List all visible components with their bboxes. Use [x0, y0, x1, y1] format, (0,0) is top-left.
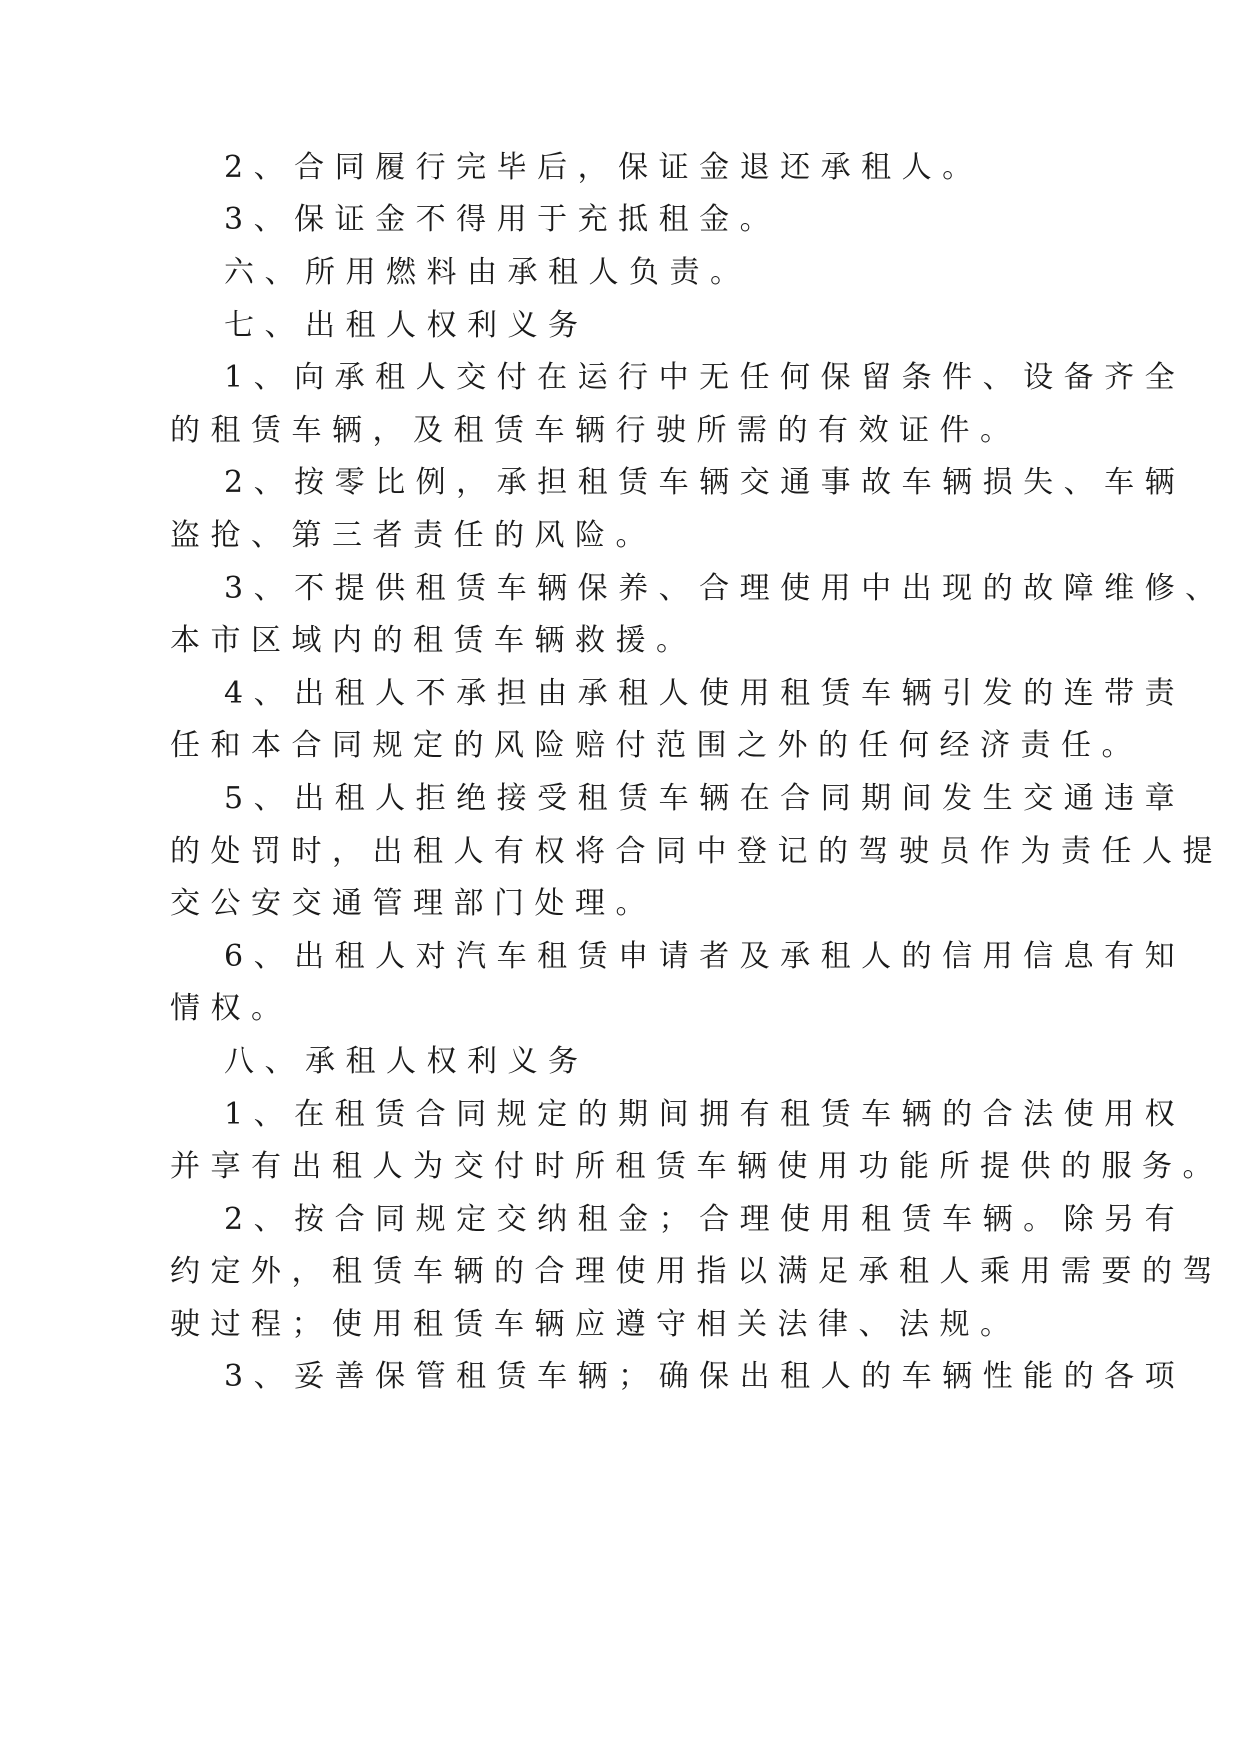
text-line: 3、妥善保管租赁车辆；确保出租人的车辆性能的各项	[224, 1359, 1186, 1394]
text-line: 3、保证金不得用于充抵租金。	[224, 202, 781, 237]
text-line: 交公安交通管理部门处理。	[170, 886, 656, 921]
text-line: 驶过程；使用租赁车辆应遵守相关法律、法规。	[170, 1307, 1021, 1342]
text-line: 3、不提供租赁车辆保养、合理使用中出现的故障维修、	[224, 571, 1226, 606]
section-heading: 八、承租人权利义务	[224, 1044, 589, 1079]
text-line: 的租赁车辆，及租赁车辆行驶所需的有效证件。	[170, 413, 1021, 448]
text-line: 任和本合同规定的风险赔付范围之外的任何经济责任。	[170, 728, 1142, 763]
text-line: 2、按零比例，承担租赁车辆交通事故车辆损失、车辆	[224, 465, 1186, 500]
text-line: 并享有出租人为交付时所租赁车辆使用功能所提供的服务。	[170, 1149, 1223, 1184]
text-line: 2、合同履行完毕后，保证金退还承租人。	[224, 150, 983, 185]
text-line: 1、向承租人交付在运行中无任何保留条件、设备齐全	[224, 360, 1186, 395]
text-line: 约定外，租赁车辆的合理使用指以满足承租人乘用需要的驾	[170, 1254, 1223, 1289]
text-line: 1、在租赁合同规定的期间拥有租赁车辆的合法使用权	[224, 1097, 1186, 1132]
text-line: 6、出租人对汽车租赁申请者及承租人的信用信息有知	[224, 939, 1186, 974]
text-line: 的处罚时，出租人有权将合同中登记的驾驶员作为责任人提	[170, 834, 1223, 869]
text-line: 盗抢、第三者责任的风险。	[170, 518, 656, 553]
text-line: 2、按合同规定交纳租金；合理使用租赁车辆。除另有	[224, 1202, 1186, 1237]
text-line: 情权。	[170, 991, 292, 1026]
text-line: 5、出租人拒绝接受租赁车辆在合同期间发生交通违章	[224, 781, 1186, 816]
text-line: 本市区域内的租赁车辆救援。	[170, 623, 697, 658]
text-line: 4、出租人不承担由承租人使用租赁车辆引发的连带责	[224, 676, 1186, 711]
section-heading: 七、出租人权利义务	[224, 308, 589, 343]
text-line: 六、所用燃料由承租人负责。	[224, 255, 751, 290]
